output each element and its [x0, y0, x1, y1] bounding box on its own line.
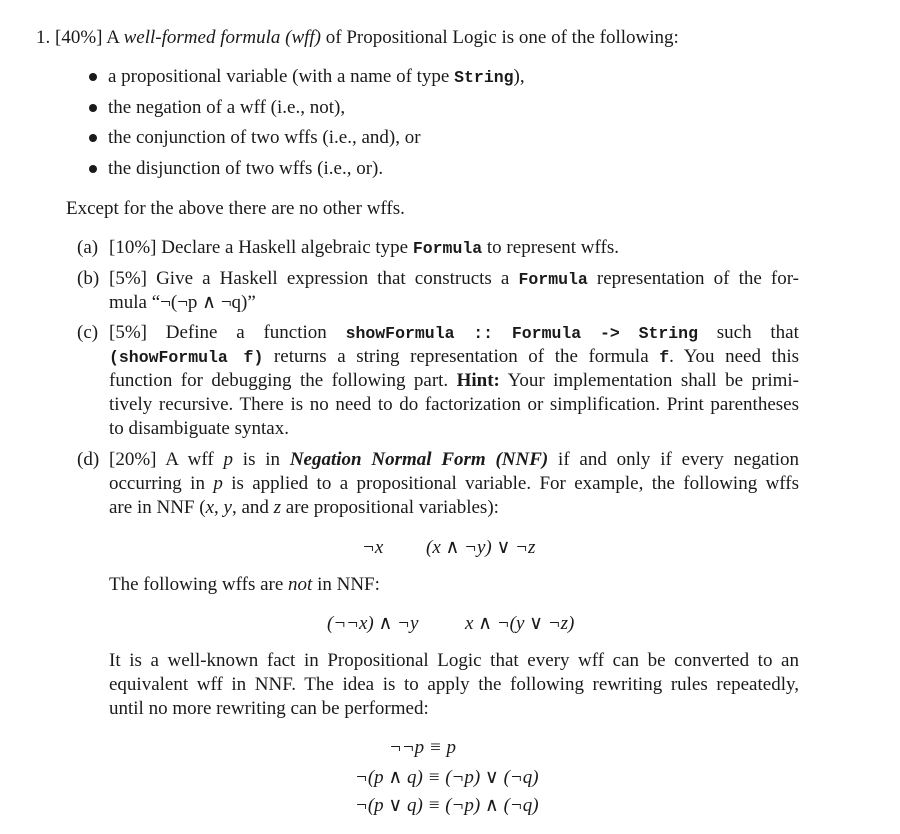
bullet-icon: [89, 134, 97, 142]
code-string: String: [454, 68, 514, 87]
rewrite-rule-1: ¬¬p ≡ p: [389, 737, 456, 758]
list-item: the conjunction of two wffs (i.e., and), or: [108, 127, 421, 148]
question-weight: [40%]: [55, 27, 103, 48]
rewrite-rule-3: ¬(p ∨ q) ≡ (¬p) ∧ (¬q): [355, 795, 539, 816]
hint-label: Hint:: [456, 370, 500, 391]
list-item: the negation of a wff (i.e., not),: [108, 97, 346, 118]
fact-line3: until no more rewriting can be performed:: [109, 698, 429, 719]
part-b-line2: mula “¬(¬p ∧ ¬q)”: [109, 292, 256, 313]
bullet-icon: [89, 165, 97, 173]
non-nnf-example-1: (¬¬x) ∧ ¬y: [327, 613, 419, 634]
part-d-line1: [20%] A wff p is in Negation Normal Form (NNF) if and only if every negation: [109, 449, 800, 470]
part-d-line2: occurring in p is applied to a propositional variable. For example, the following wffs: [109, 473, 799, 494]
non-nnf-example-2: x ∧ ¬(y ∨ ¬z): [465, 613, 575, 634]
bullet-icon: [89, 104, 97, 112]
part-c-line4: tively recursive. There is no need to do factorization or simplification. Print parentheses: [109, 394, 799, 415]
question-header: [36, 26, 679, 50]
part-b-line1: [5%] Give a Haskell expression that constructs a Formula representation of the for-: [109, 268, 799, 289]
nnf-example-1: ¬x: [362, 537, 384, 558]
intro-post: of Propositional Logic is one of the following:: [321, 27, 679, 48]
part-c-line3: function for debugging the following part. Hint: Your implementation shall be primi-: [109, 370, 799, 391]
code-formula: Formula: [412, 239, 483, 258]
list-item: a propositional variable (with a name of type String),: [108, 66, 525, 87]
code-formula: Formula: [518, 270, 588, 289]
part-b-label: (b): [77, 268, 100, 289]
part-d-line3: are in NNF (x, y, and z are propositional variables):: [109, 497, 499, 518]
part-c-line1: [5%] Define a function showFormula :: Formula -> String such that: [109, 321, 799, 346]
fact-line1: It is a well-known fact in Propositional Logic that every wff can be converted to an: [109, 650, 799, 671]
part-d-label: (d): [77, 449, 100, 470]
part-c-line5: to disambiguate syntax.: [109, 418, 289, 439]
fact-line2: equivalent wff in NNF. The idea is to apply the following rewriting rules repeatedly,: [109, 674, 799, 695]
list-item: the disjunction of two wffs (i.e., or).: [108, 158, 384, 179]
bullet-icon: [89, 73, 97, 81]
nnf-term: Negation Normal Form (NNF): [289, 449, 549, 470]
part-c-line2: (showFormula f) returns a string representation of the formula f. You need this: [109, 346, 800, 367]
intro-pre: A: [106, 27, 124, 48]
nnf-example-2: (x ∧ ¬y) ∨ ¬z: [426, 537, 536, 558]
question-number: 1.: [36, 27, 51, 48]
except-line: Except for the above there are no other wffs.: [66, 198, 405, 219]
part-a-text: [10%] Declare a Haskell algebraic type Formula to represent wffs.: [109, 237, 619, 258]
part-a-label: (a): [77, 237, 99, 258]
code-showformula: showFormula: [345, 324, 455, 343]
wff-term: well-formed formula (wff): [123, 27, 322, 48]
rewrite-rule-2: ¬(p ∧ q) ≡ (¬p) ∨ (¬q): [355, 767, 539, 788]
part-c-label: (c): [77, 322, 99, 343]
not-nnf-line: The following wffs are not in NNF:: [109, 574, 380, 595]
